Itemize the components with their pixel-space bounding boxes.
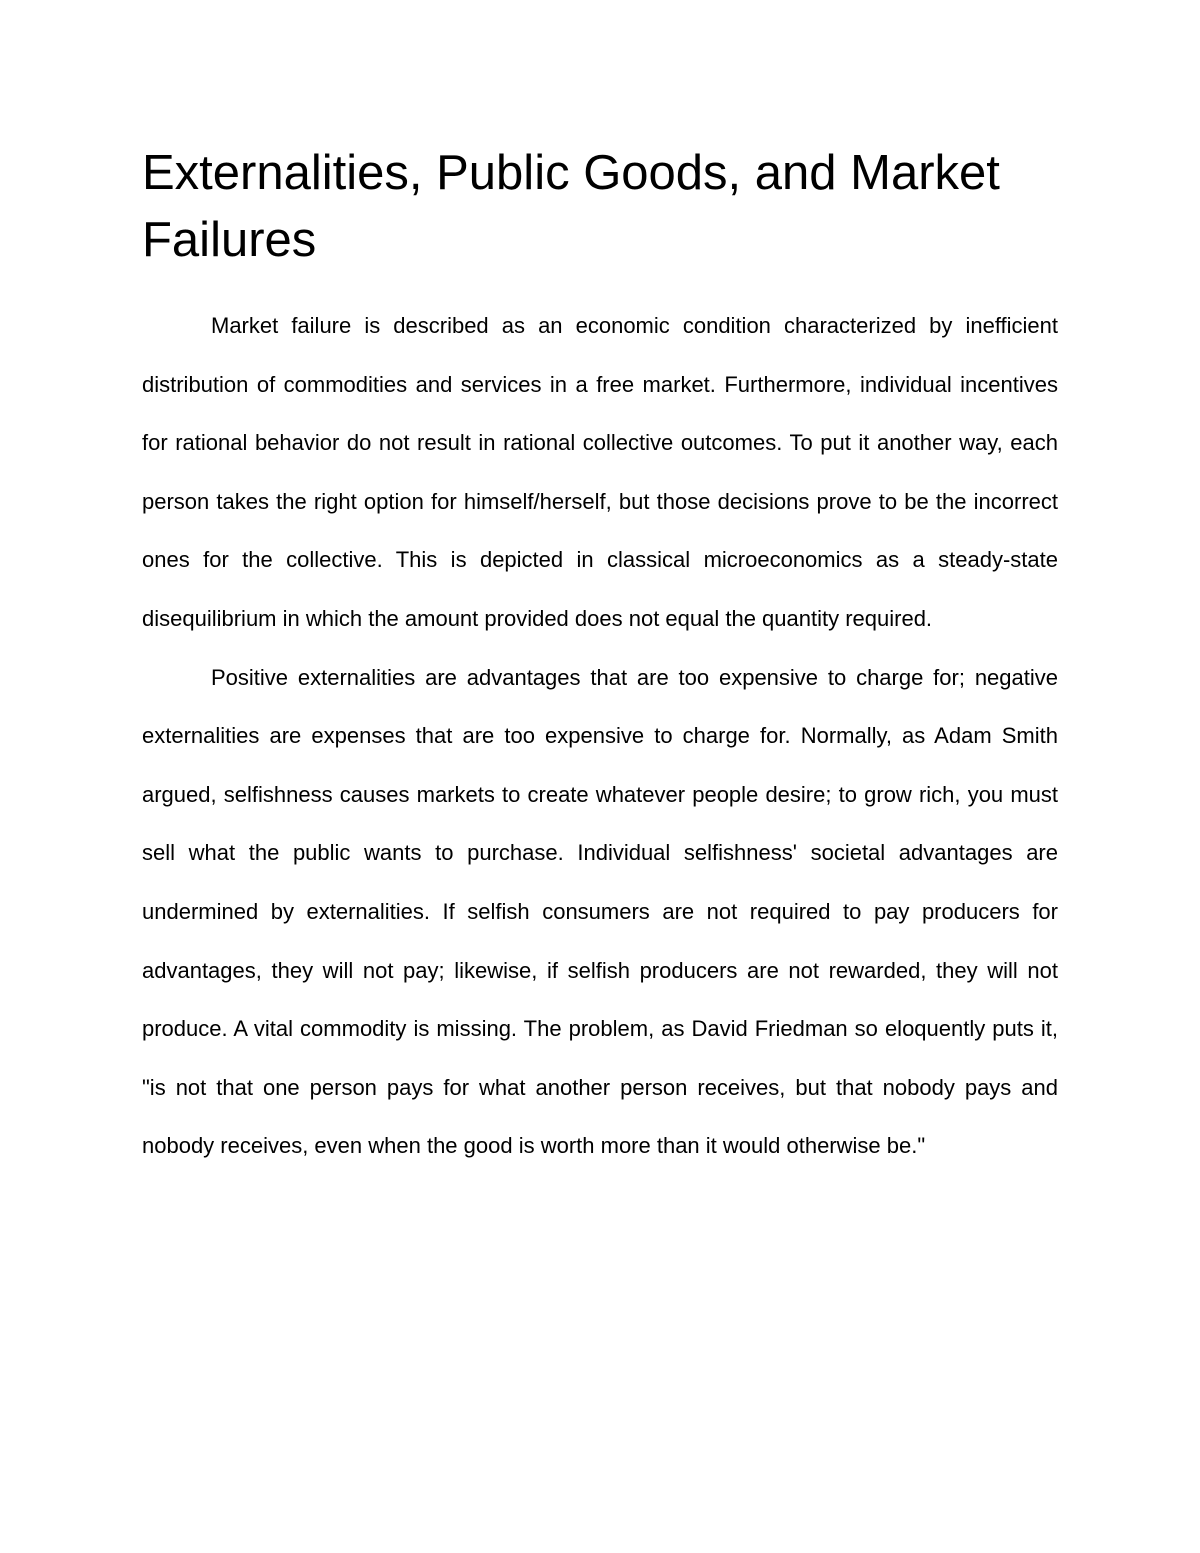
document-title: Externalities, Public Goods, and Market Failures xyxy=(142,146,1000,267)
paragraph-externalities: Positive externalities are advantages that are too expensive to charge for; negative externalities are expenses that are too expensive to charge for. Normally, as Adam Smith argued, selfishness causes markets to create whatever people desire; to grow rich, you must sell what the public wants to purchase. Individual selfishness' societal advantages are undermined by externalities. If selfish consumers are not required to pay producers for advantages, they will not pay; likewise, if selfish producers are not rewarded, they will not produce. A vital commodity is missing. The problem, as David Friedman so eloquently puts it, "is not that one person pays for what another person receives, but that nobody pays and nobody receives, even when the good is worth more than it would otherwise be." xyxy=(142,664,1058,1159)
paragraph-market-failure: Market failure is described as an economic condition characterized by inefficient distribution of commodities and services in a free market. Furthermore, individual incentives for rational behavior do not result in rational collective outcomes. To put it another way, each person takes the right option for himself/herself, but those decisions prove to be the incorrect ones for the collective. This is depicted in classical microeconomics as a steady-state disequilibrium in which the amount provided does not equal the quantity required. xyxy=(142,313,1058,631)
document-body xyxy=(142,297,1058,1176)
